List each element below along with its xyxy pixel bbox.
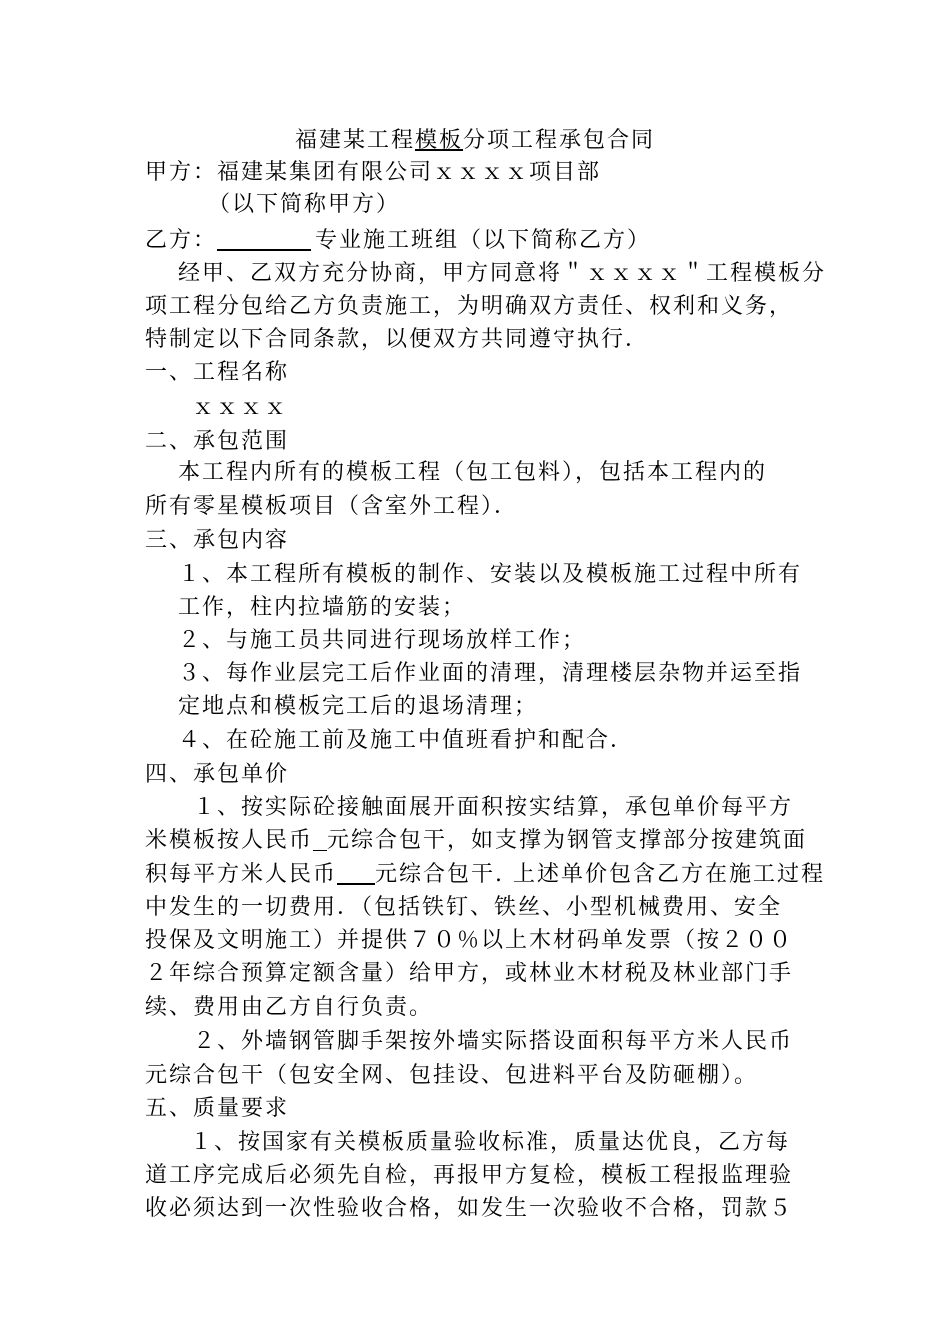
paragraph-line: ２年综合预算定额含量）给甲方，或林业木材税及林业部门手 — [145, 961, 794, 986]
list-item: ４、在砼施工前及施工中值班看护和配合． — [178, 728, 635, 753]
paragraph-line: 本工程内所有的模板工程（包工包料），包括本工程内的 — [178, 460, 768, 485]
section-heading: 二、承包范围 — [145, 429, 290, 454]
list-item: ３、每作业层完工后作业面的清理，清理楼层杂物并运至指 — [178, 661, 803, 686]
paragraph-line: 续、费用由乙方自行负责。 — [145, 995, 434, 1020]
party-b-blank — [217, 227, 311, 251]
price-blank — [337, 863, 375, 885]
paragraph-line: １、按实际砼接触面展开面积按实结算，承包单价每平方 — [193, 795, 794, 820]
section-heading: 五、质量要求 — [145, 1096, 290, 1121]
title-text-post: 分项工程承包合同 — [463, 128, 656, 153]
list-item: 工作，柱内拉墙筋的安装； — [178, 595, 467, 620]
paragraph-line: 投保及文明施工）并提供７０％以上木材码单发票（按２００ — [145, 928, 794, 953]
section-heading: 一、工程名称 — [145, 360, 290, 385]
paragraph-line — [145, 826, 807, 856]
paragraph-line: 收必须达到一次性验收合格，如发生一次验收不合格，罚款５ — [145, 1196, 794, 1221]
text-segment: 元综合包干，如支撑为钢管支撑部分按建筑面 — [327, 828, 808, 853]
list-item: 定地点和模板完工后的退场清理； — [178, 694, 539, 719]
title-text-pre: 福建某工程 — [294, 128, 415, 153]
intro-line: 项工程分包给乙方负责施工，为明确双方责任、权利和义务， — [145, 294, 794, 319]
paragraph-line: 道工序完成后必须先自检，再报甲方复检，模板工程报监理验 — [145, 1163, 794, 1188]
paragraph-line — [145, 860, 825, 890]
party-b-label: 乙方： — [145, 228, 218, 253]
section-heading: 四、承包单价 — [145, 762, 290, 787]
paragraph-line: 元综合包干（包安全网、包挂设、包进料平台及防砸棚）。 — [145, 1063, 759, 1088]
intro-line: 经甲、乙双方充分协商，甲方同意将＂ｘｘｘｘ＂工程模板分 — [178, 261, 827, 286]
text-segment: 米模板按人民币 — [145, 828, 314, 853]
party-a-line: 甲方：福建某集团有限公司ｘｘｘｘ项目部 — [145, 160, 602, 185]
project-name: ｘｘｘｘ — [192, 395, 289, 420]
paragraph-line: 中发生的一切费用．（包括铁钉、铁丝、小型机械费用、安全 — [145, 895, 783, 920]
section-heading: 三、承包内容 — [145, 528, 290, 553]
text-segment: 元综合包干. 上述单价包含乙方在施工过程 — [375, 862, 826, 887]
price-blank — [313, 830, 327, 851]
paragraph-line: ２、外墙钢管脚手架按外墙实际搭设面积每平方米人民币 — [193, 1029, 794, 1054]
party-b-text: 专业施工班组（以下简称乙方） — [315, 228, 652, 253]
list-item: ２、与施工员共同进行现场放样工作； — [178, 628, 587, 653]
party-a-note: （以下简称甲方） — [208, 192, 401, 217]
party-b-line — [145, 226, 651, 256]
text-segment: 积每平方米人民币 — [145, 862, 338, 887]
intro-line: 特制定以下合同条款，以便双方共同遵守执行． — [145, 327, 650, 352]
list-item: １、本工程所有模板的制作、安装以及模板施工过程中所有 — [178, 562, 803, 587]
title-text-underlined: 模板 — [414, 128, 463, 153]
paragraph-line: １、按国家有关模板质量验收标准，质量达优良，乙方每 — [190, 1130, 791, 1155]
paragraph-line: 所有零星模板项目（含室外工程）． — [145, 494, 519, 519]
document-title — [0, 126, 950, 156]
